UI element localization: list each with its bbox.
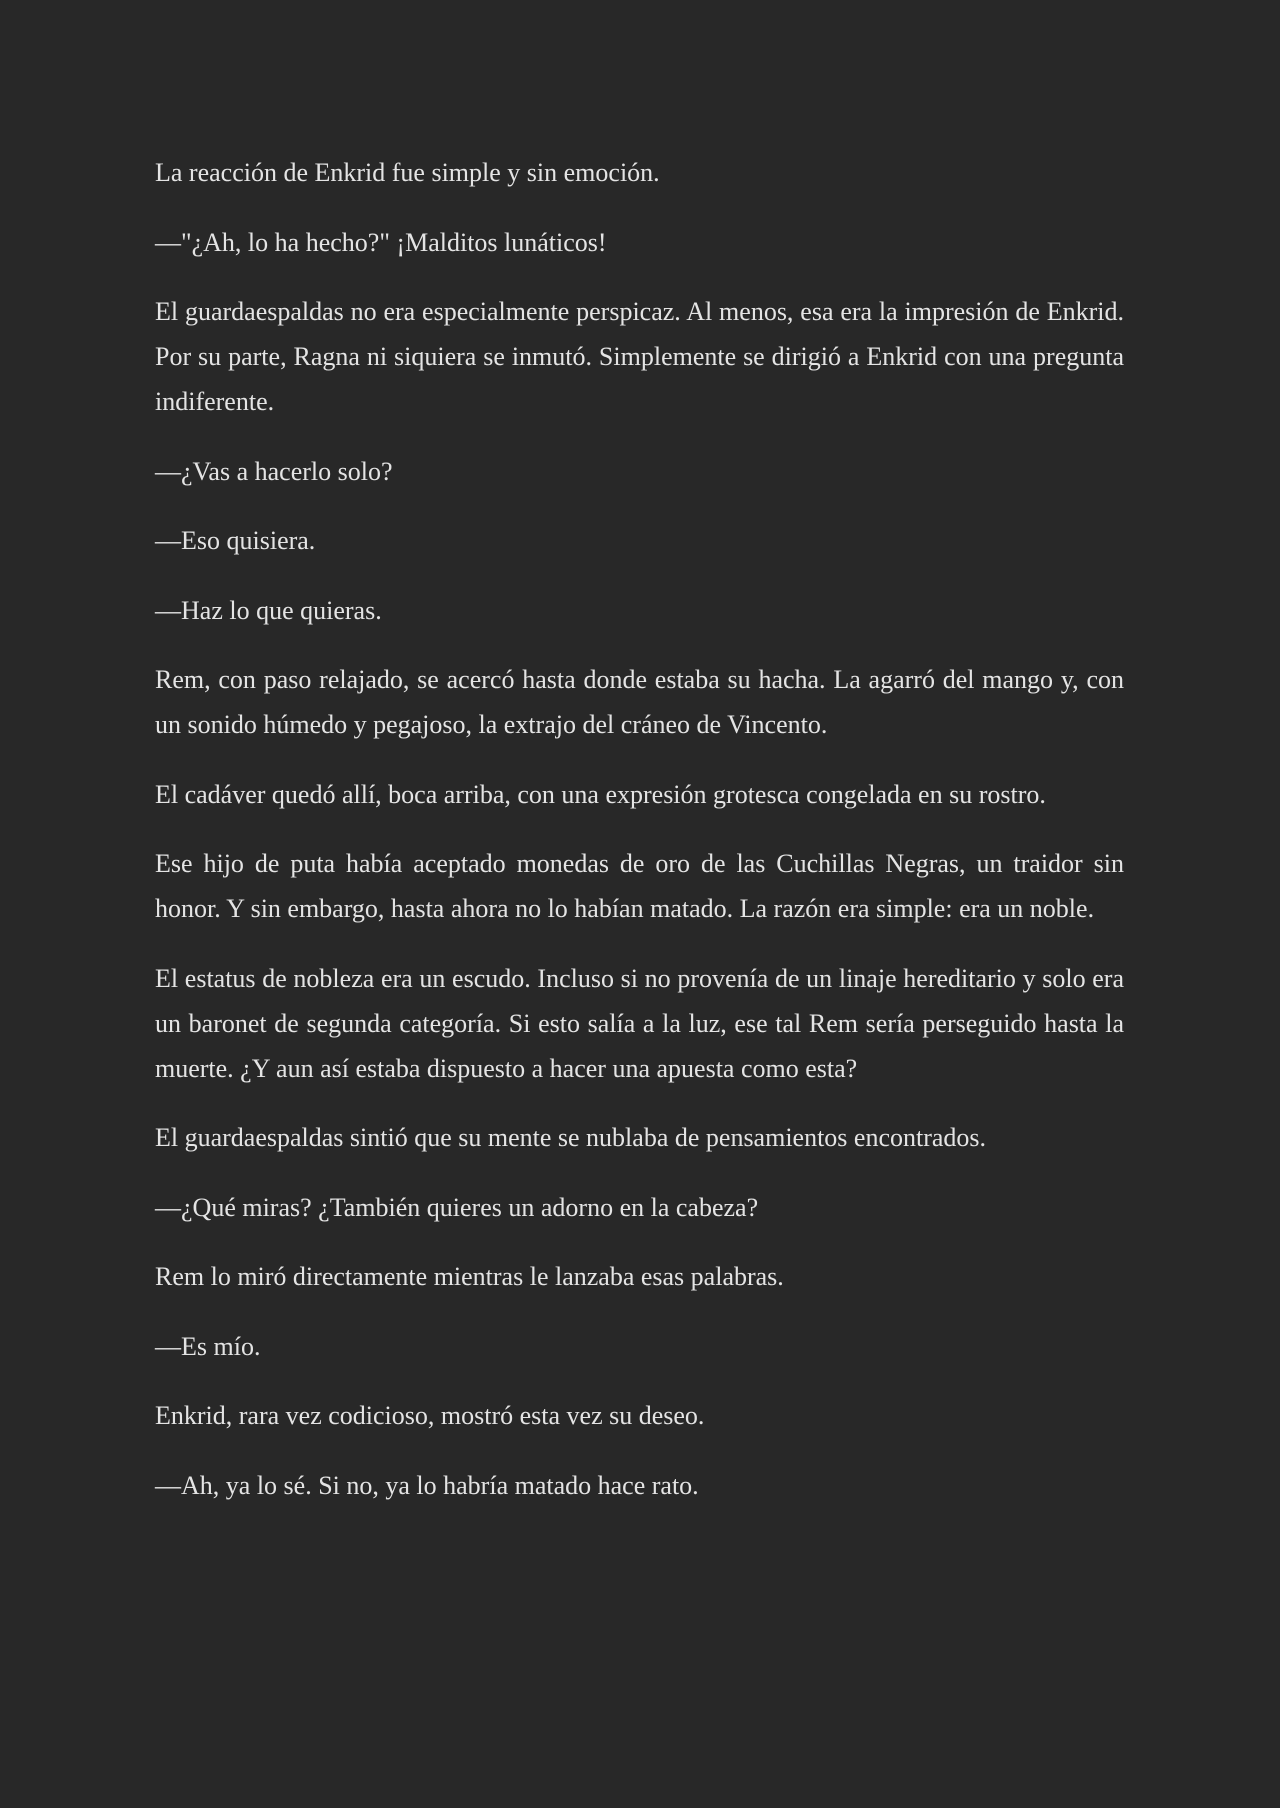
paragraph: El cadáver quedó allí, boca arriba, con una expresión grotesca congelada en su rostro. — [155, 779, 1046, 809]
paragraph: El guardaespaldas no era especialmente perspicaz. Al menos, esa era la impresión de Enkrid. Por su parte, Ragna ni siquiera se inmutó. Simplemente se dirigió a Enkrid con una pregunta indiferente. — [155, 297, 1124, 416]
paragraph: Ese hijo de puta había aceptado monedas de oro de las Cuchillas Negras, un traidor sin honor. Y sin embargo, hasta ahora no lo habían matado. La razón era simple: era un noble. — [155, 849, 1124, 923]
paragraph: —Es mío. — [155, 1331, 261, 1361]
paragraph: —¿Qué miras? ¿También quieres un adorno en la cabeza? — [155, 1192, 759, 1222]
paragraph: —Eso quisiera. — [155, 526, 316, 555]
paragraph: El estatus de nobleza era un escudo. Incluso si no provenía de un linaje hereditario y solo era un baronet de segunda categoría. Si esto salía a la luz, ese tal Rem sería perseguido hasta la muerte. ¿Y aun así estaba dispuesto a hacer una apuesta como esta? — [155, 963, 1124, 1083]
paragraph: —"¿Ah, lo ha hecho?" ¡Malditos lunáticos! — [155, 227, 607, 257]
paragraph: —Haz lo que quieras. — [155, 595, 382, 625]
paragraph: Rem lo miró directamente mientras le lanzaba esas palabras. — [155, 1262, 784, 1291]
paragraph: —Ah, ya lo sé. Si no, ya lo habría matado hace rato. — [155, 1470, 699, 1500]
reader-content — [155, 150, 1124, 1532]
paragraph: —¿Vas a hacerlo solo? — [155, 456, 393, 486]
paragraph: El guardaespaldas sintió que su mente se nublaba de pensamientos encontrados. — [155, 1123, 987, 1152]
paragraph: Rem, con paso relajado, se acercó hasta donde estaba su hacha. La agarró del mango y, con un sonido húmedo y pegajoso, la extrajo del cráneo de Vincento. — [155, 665, 1124, 739]
paragraph: Enkrid, rara vez codicioso, mostró esta vez su deseo. — [155, 1401, 705, 1430]
paragraph: La reacción de Enkrid fue simple y sin emoción. — [155, 158, 660, 187]
